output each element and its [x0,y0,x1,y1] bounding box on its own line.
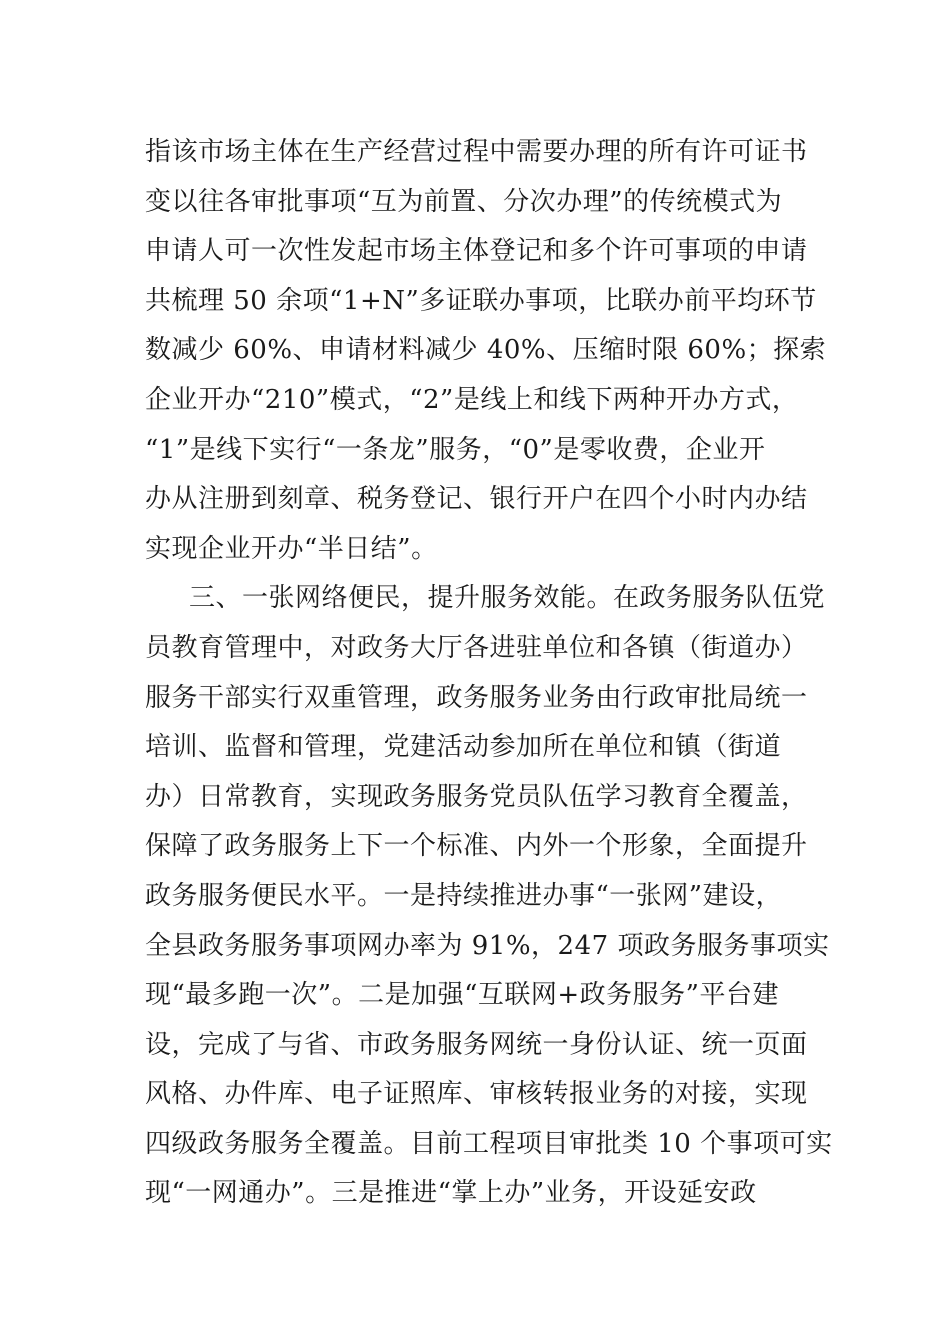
text-line: 数减少 60%、申请材料减少 40%、压缩时限 60%；探索 [145,335,827,366]
text-line: 全县政务服务事项网办率为 91%，247 项政务服务事项实 [145,930,830,961]
text-line: 风格、办件库、电子证照库、审核转报业务的对接，实现 [145,1079,808,1110]
text-line: 企业开办“210”模式，“2”是线上和线下两种开办方式， [145,384,799,415]
text-line: “1”是线下实行“一条龙”服务，“0”是零收费，企业开 [145,434,766,465]
text-line: 服务干部实行双重管理，政务服务业务由行政审批局统一 [145,682,808,713]
text-line: 政务服务便民水平。一是持续推进办事“一张网”建设， [145,880,783,911]
text-line: 共梳理 50 余项“1+N”多证联办事项，比联办前平均环节 [145,285,817,316]
body-text [145,128,833,1219]
paragraph-start-line: 三、一张网络便民，提升服务效能。在政务服务队伍党 [189,583,826,614]
text-line: 变以往各审批事项“互为前置、分次办理”的传统模式为 [145,186,783,217]
text-line: 保障了政务服务上下一个标准、内外一个形象，全面提升 [145,831,808,862]
text-line: 培训、监督和管理，党建活动参加所在单位和镇（街道 [145,732,782,763]
text-line: 现“一网通办”。三是推进“掌上办”业务，开设延安政 [145,1178,757,1209]
text-line: 办）日常教育，实现政务服务党员队伍学习教育全覆盖， [145,781,808,812]
text-line: 指该市场主体在生产经营过程中需要办理的所有许可证书 [145,137,808,167]
text-line: 设，完成了与省、市政务服务网统一身份认证、统一页面 [145,1029,808,1060]
text-line: 四级政务服务全覆盖。目前工程项目审批类 10 个事项可实 [145,1128,833,1159]
text-line: 实现企业开办“半日结”。 [145,533,438,564]
text-line: 现“最多跑一次”。二是加强“互联网+政务服务”平台建 [145,980,779,1011]
text-line: 申请人可一次性发起市场主体登记和多个许可事项的申请 [145,236,808,267]
text-line: 办从注册到刻章、税务登记、银行开户在四个小时内办结 [145,484,808,515]
text-line: 员教育管理中，对政务大厅各进驻单位和各镇（街道办） [145,632,808,663]
